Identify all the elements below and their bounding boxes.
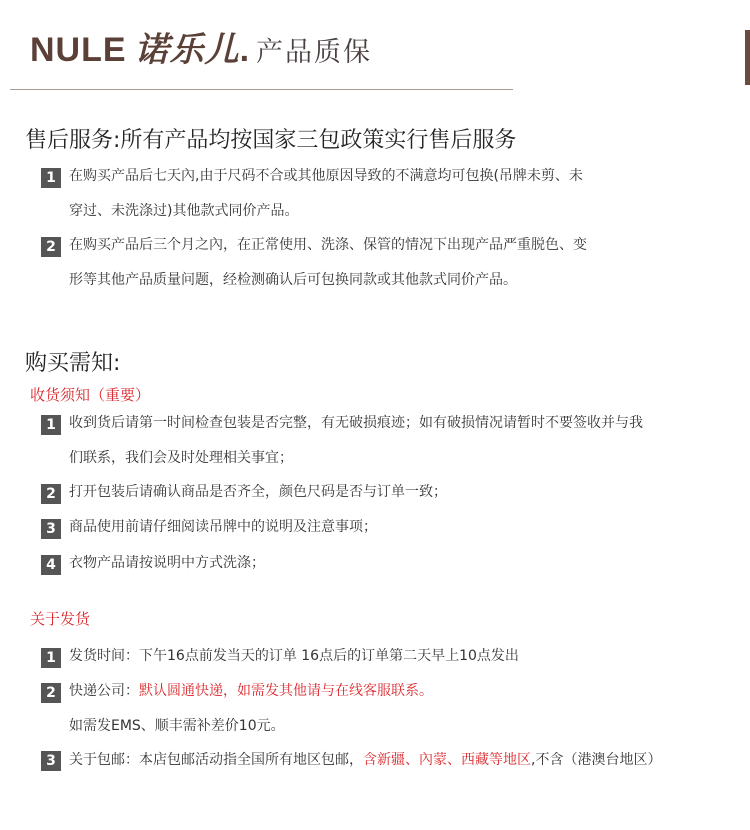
- courier-highlight: 默认圆通快递，如需发其他请与在线客服联系。: [139, 683, 433, 699]
- free-shipping-prefix: 关于包邮：本店包邮活动指全国所有地区包邮，: [69, 752, 363, 768]
- number-badge-4: 4: [41, 555, 61, 575]
- courier-company: [69, 681, 433, 701]
- brand-latin: NULE: [30, 31, 127, 69]
- after-sales-item-2-line-2: 形等其他产品质量问题，经检测确认后可包换同款或其他款式同价产品。: [69, 272, 517, 288]
- receiving-item-4: 衣物产品请按说明中方式洗涤；: [69, 555, 265, 571]
- side-accent-bar: [745, 30, 750, 85]
- after-sales-item-2-line-1: 在购买产品后三个月之內，在正常使用、洗涤、保管的情况下出现产品严重脱色、变: [69, 237, 587, 253]
- number-badge-1: 1: [41, 415, 61, 435]
- brand-logo: [30, 22, 372, 71]
- number-badge-3: 3: [41, 751, 61, 771]
- page-title: 产品质保: [256, 37, 373, 67]
- number-badge-1: 1: [41, 168, 61, 188]
- number-badge-2: 2: [41, 683, 61, 703]
- purchase-notice-heading: 购买需知:: [25, 351, 121, 376]
- courier-surcharge: 如需发EMS、顺丰需补差价10元。: [69, 718, 285, 734]
- number-badge-1: 1: [41, 648, 61, 668]
- brand-chinese: 诺乐儿: [134, 31, 240, 69]
- number-badge-2: 2: [41, 237, 61, 257]
- number-badge-3: 3: [41, 519, 61, 539]
- receiving-item-1-line-1: 收到货后请第一时间检查包装是否完整，有无破损痕迹；如有破损情况请暂时不要签收并与我: [69, 415, 643, 431]
- shipping-time: 发货时间：下午16点前发当天的订单 16点后的订单第二天早上10点发出: [69, 648, 519, 664]
- receiving-item-3: 商品使用前请仔细阅读吊牌中的说明及注意事项；: [69, 519, 377, 535]
- shipping-title: 关于发货: [30, 610, 91, 628]
- receiving-item-2: 打开包装后请确认商品是否齐全，颜色尺码是否与订单一致；: [69, 484, 447, 500]
- free-shipping-highlight: 含新疆、內蒙、西藏等地区: [363, 752, 531, 768]
- receiving-item-1-line-2: 们联系，我们会及时处理相关事宜；: [69, 450, 293, 466]
- free-shipping-suffix: ,不含（港澳台地区）: [531, 752, 662, 768]
- number-badge-2: 2: [41, 484, 61, 504]
- after-sales-item-1-line-1: 在购买产品后七天內,由于尺码不合或其他原因导致的不满意均可包换(吊牌未剪、未: [69, 168, 583, 184]
- after-sales-item-1-line-2: 穿过、未洗涤过)其他款式同价产品。: [69, 203, 299, 219]
- free-shipping: [69, 750, 661, 770]
- brand-dot: .: [239, 31, 251, 69]
- receiving-notice-title: 收货须知（重要）: [30, 386, 151, 404]
- after-sales-heading: 售后服务:所有产品均按国家三包政策实行售后服务: [25, 128, 517, 153]
- header-divider: [10, 89, 513, 90]
- courier-label: 快递公司：: [69, 683, 139, 699]
